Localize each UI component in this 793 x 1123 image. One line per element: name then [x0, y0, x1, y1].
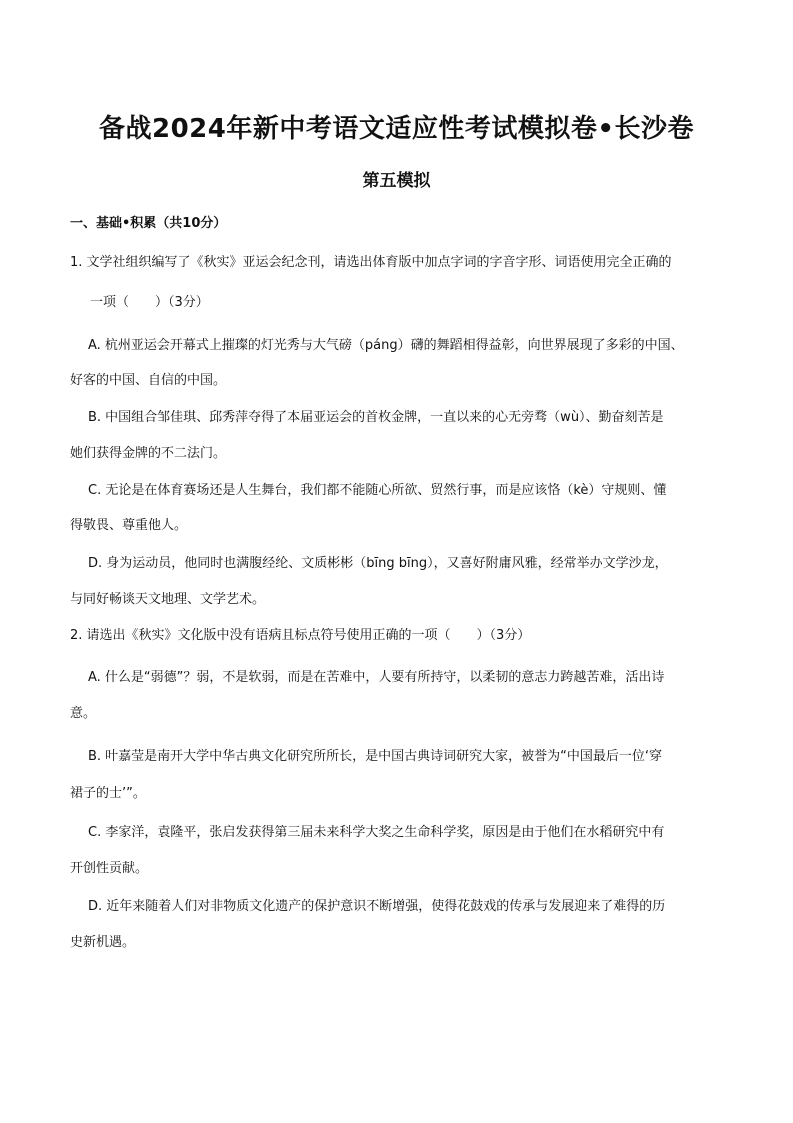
page-subtitle: 第五模拟	[362, 171, 431, 191]
question-1-option-a-cont: 好客的中国、自信的中国。	[70, 373, 227, 388]
question-1-option-d-cont: 与同好畅谈天文地理、文学艺术。	[70, 592, 266, 607]
question-2-option-c: C. 李家洋，袁隆平，张启发获得第三届未来科学大奖之生命科学奖，原因是由于他们在水稻研究中有	[88, 825, 665, 840]
question-1-option-a: A. 杭州亚运会开幕式上摧璨的灯光秀与大气磅（páng）礴的舞蹈相得益彰，向世界展现了多彩的中国、	[88, 338, 684, 353]
question-1-option-b-cont: 她们获得金牌的不二法门。	[70, 446, 227, 461]
question-2-option-d: D. 近年来随着人们对非物质文化遗产的保护意识不断增强，使得花鼓戏的传承与发展迎来了难得的历	[88, 899, 666, 914]
question-1-option-d: D. 身为运动员，他同时也满腹经纶、文质彬彬（bīng bīng），又喜好附庸风雅，经常举办文学沙龙，	[88, 556, 668, 571]
question-2-option-d-cont: 史新机遇。	[70, 935, 136, 950]
question-1-option-c-cont: 得敬畏、尊重他人。	[70, 518, 188, 533]
page-title: 备战2024年新中考语文适应性考试模拟卷•长沙卷	[99, 114, 694, 144]
question-2-option-a: A. 什么是“弱德”？弱，不是软弱，而是在苦难中，人要有所持守，以柔韧的意志力跨越苦难，活出诗	[88, 670, 665, 685]
question-2-option-a-cont: 意。	[70, 706, 97, 721]
question-1-option-b: B. 中国组合邹佳琪、邱秀萍夺得了本届亚运会的首枚金牌，一直以来的心无旁骛（wù）、勤奋刻苦是	[88, 410, 664, 425]
question-1-stem-cont: 一项（ ）（3分）	[90, 295, 209, 310]
question-2-option-b-cont: 裙子的士’”。	[70, 786, 146, 801]
section-heading: 一、基础•积累（共10分）	[70, 216, 227, 231]
question-2-option-c-cont: 开创性贡献。	[70, 861, 149, 876]
question-2-option-b: B. 叶嘉莹是南开大学中华古典文化研究所所长，是中国古典诗词研究大家，被誉为“中国最后一位‘穿	[88, 749, 663, 764]
question-1-option-c: C. 无论是在体育赛场还是人生舞台，我们都不能随心所欲、贸然行事，而是应该恪（kè）守规则、懂	[88, 483, 667, 498]
question-1-stem: 1. 文学社组织编写了《秋实》亚运会纪念刊，请选出体育版中加点字词的字音字形、词语使用完全正确的	[70, 255, 672, 270]
question-2-stem: 2. 请选出《秋实》文化版中没有语病且标点符号使用正确的一项（ ）（3分）	[70, 628, 531, 643]
